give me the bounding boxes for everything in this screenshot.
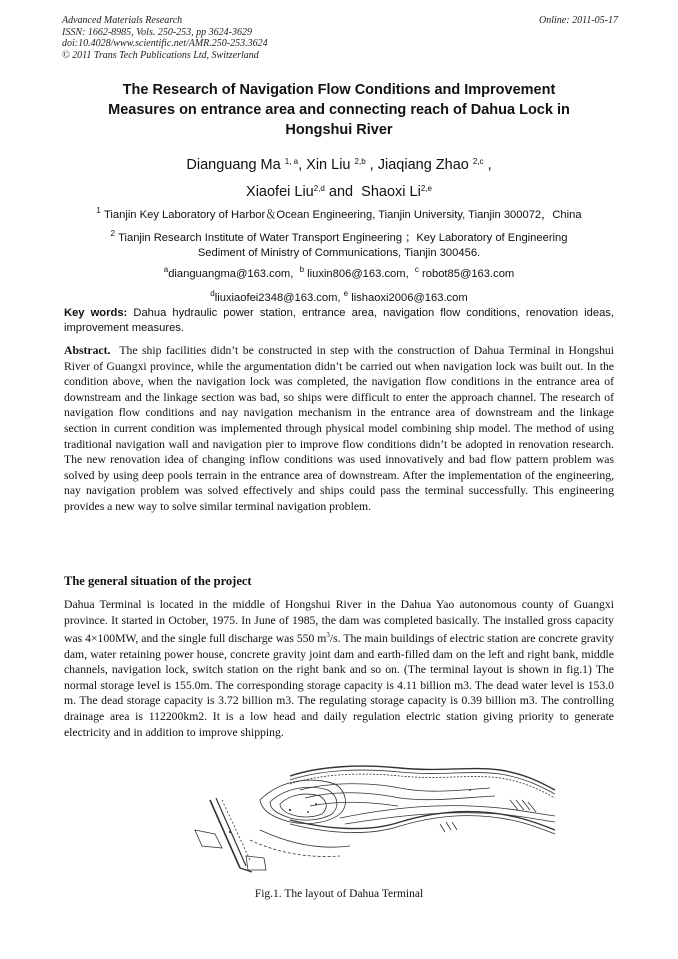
paragraph-text: /s. The main buildings of electric station are concrete gravity dam, water retaining power house, concrete gravity joint dam and earth-filled dam on the left and right bank, middle channels, navigation lock, switch station on the right bank and so on. (The terminal layout is shown in fig.1) The normal storage level is 155.0m. The corresponding storage capacity is 4.11 billion m3. The dead water level is 153.0 m. The dead storage capacity is 3.72 billion m3. The regulating storage capacity is 0.39 billion m3. The controlling drainage area is 112200km2. It is a low head and daily regulation electric station giving priority to generate electricity and in addition to improve shipping. (64, 632, 614, 739)
author-name: Jiaqiang Zhao (377, 157, 469, 173)
abstract (64, 343, 614, 515)
section-heading: The general situation of the project (64, 574, 252, 588)
author-affiliation-mark: 2,b (354, 157, 366, 166)
email-address: lishaoxi2006@163.com (351, 292, 468, 304)
author-name: Shaoxi Li (361, 184, 421, 200)
title-line-1: The Research of Navigation Flow Conditions and Improvement (122, 82, 556, 98)
keywords-text: Dahua hydraulic power station, entrance area, navigation flow conditions, renovation ideas, improvement measures. (64, 307, 614, 334)
superscript: 3 (326, 631, 330, 640)
author-line-2 (64, 177, 614, 204)
affiliation-text: Tianjin Key Laboratory of Harbor＆Ocean Engineering, Tianjin University, Tianjin 300072，China (103, 209, 582, 221)
author-list (64, 150, 614, 204)
terminal-layout-figure (140, 760, 560, 880)
keywords-label: Key words: (64, 307, 128, 319)
affiliation-mark: 2 (110, 229, 115, 238)
author-name: Xin Liu (306, 157, 351, 173)
affiliation-1 (64, 203, 614, 223)
email-address: robot85@163.com (422, 268, 515, 280)
email-line-2 (64, 286, 614, 306)
author-line-1: Dianguang Ma $^{1, a}$, Xin Liu $^{2,b}$ , Jiaqiang Zhao $^{2,c}$ , (186, 157, 492, 173)
title-line-3: Hongshui River (285, 122, 393, 138)
email-mark: c (414, 265, 419, 274)
doi-line: doi:10.4028/www.scientific.net/AMR.250-253.3624 (62, 38, 268, 49)
email-mark: b (299, 265, 305, 274)
affiliation-text: Sediment of Ministry of Communications, Tianjin 300456. (197, 247, 481, 259)
email-address: liuxiaofei2348@163.com, (214, 292, 341, 304)
paper-title (64, 80, 614, 140)
keywords (64, 306, 614, 335)
author-name: Dianguang Ma (186, 157, 281, 173)
email-mark: e (343, 289, 349, 298)
email-mark: d (210, 289, 215, 298)
email-address: dianguangma@163.com, (168, 268, 294, 280)
author-name: Xiaofei Liu (246, 184, 314, 200)
email-line-1 (64, 262, 614, 282)
abstract-text: The ship facilities didn’t be constructed in step with the construction of Dahua Terminal in Hongshui River of Guangxi province, while the argumentation didn’t be carried out when navigation lock was built out. In the condition above, when the navigation lock was completed, the navigation flow conditions in the entrance area of downstream and the linkage section was bad, so ships were difficult to enter the approach channel. The research of navigation flow conditions and nay navigation mechanism in the entrance area of downstream and the linkage section in current condition was implemented through physical model combining ship model. The method of using traditional navigation wall and navigation pier to improve flow conditions didn’t be adopted in renovation research. The new renovation idea of changing inflow conditions was used innovatively and bad flow pattern problem was solved by using deep pools terrain in the entrance area of downstream. After the implementation of the engineering, nay navigation problem was solved effectively and ships could pass the terminal successfully. This engineering provides a new way to solve similar terminal navigation problem. (64, 344, 615, 513)
figure-caption: Fig.1. The layout of Dahua Terminal (254, 888, 424, 900)
author-affiliation-mark: 1, a (284, 157, 299, 166)
email-mark: a (163, 265, 169, 274)
title-line-2: Measures on entrance area and connecting reach of Dahua Lock in (108, 102, 570, 118)
author-affiliation-mark: 2,e (420, 184, 432, 193)
online-date: Online: 2011-05-17 (539, 15, 618, 26)
author-and: and (328, 184, 354, 200)
abstract-label: Abstract. (64, 344, 111, 357)
paragraph-text: Dahua Terminal is located in the middle of Hongshui River in the Dahua Yao autonomous county of Guangxi province. It started in October, 1975. In June of 1985, the dam was completed basically. The installed gross capacity was 4×100MW, and the single full discharge was 550 m (64, 598, 614, 646)
section-paragraph (64, 597, 614, 740)
affiliation-2 (64, 226, 614, 261)
author-affiliation-mark: 2,c (472, 157, 484, 166)
author-affiliation-mark: 2,d (313, 184, 325, 193)
email-list (64, 262, 614, 306)
issn-line: ISSN: 1662-8985, Vols. 250-253, pp 3624-3629 (62, 26, 252, 38)
affiliation-mark: 1 (96, 206, 101, 215)
email-address: liuxin806@163.com, (307, 268, 409, 280)
journal-header (62, 15, 618, 61)
copyright-line: © 2011 Trans Tech Publications Ltd, Switzerland (62, 49, 259, 61)
affiliation-text: Tianjin Research Institute of Water Transport Engineering ；Key Laboratory of Engineering (118, 232, 568, 244)
journal-name: Advanced Materials Research (62, 15, 183, 26)
